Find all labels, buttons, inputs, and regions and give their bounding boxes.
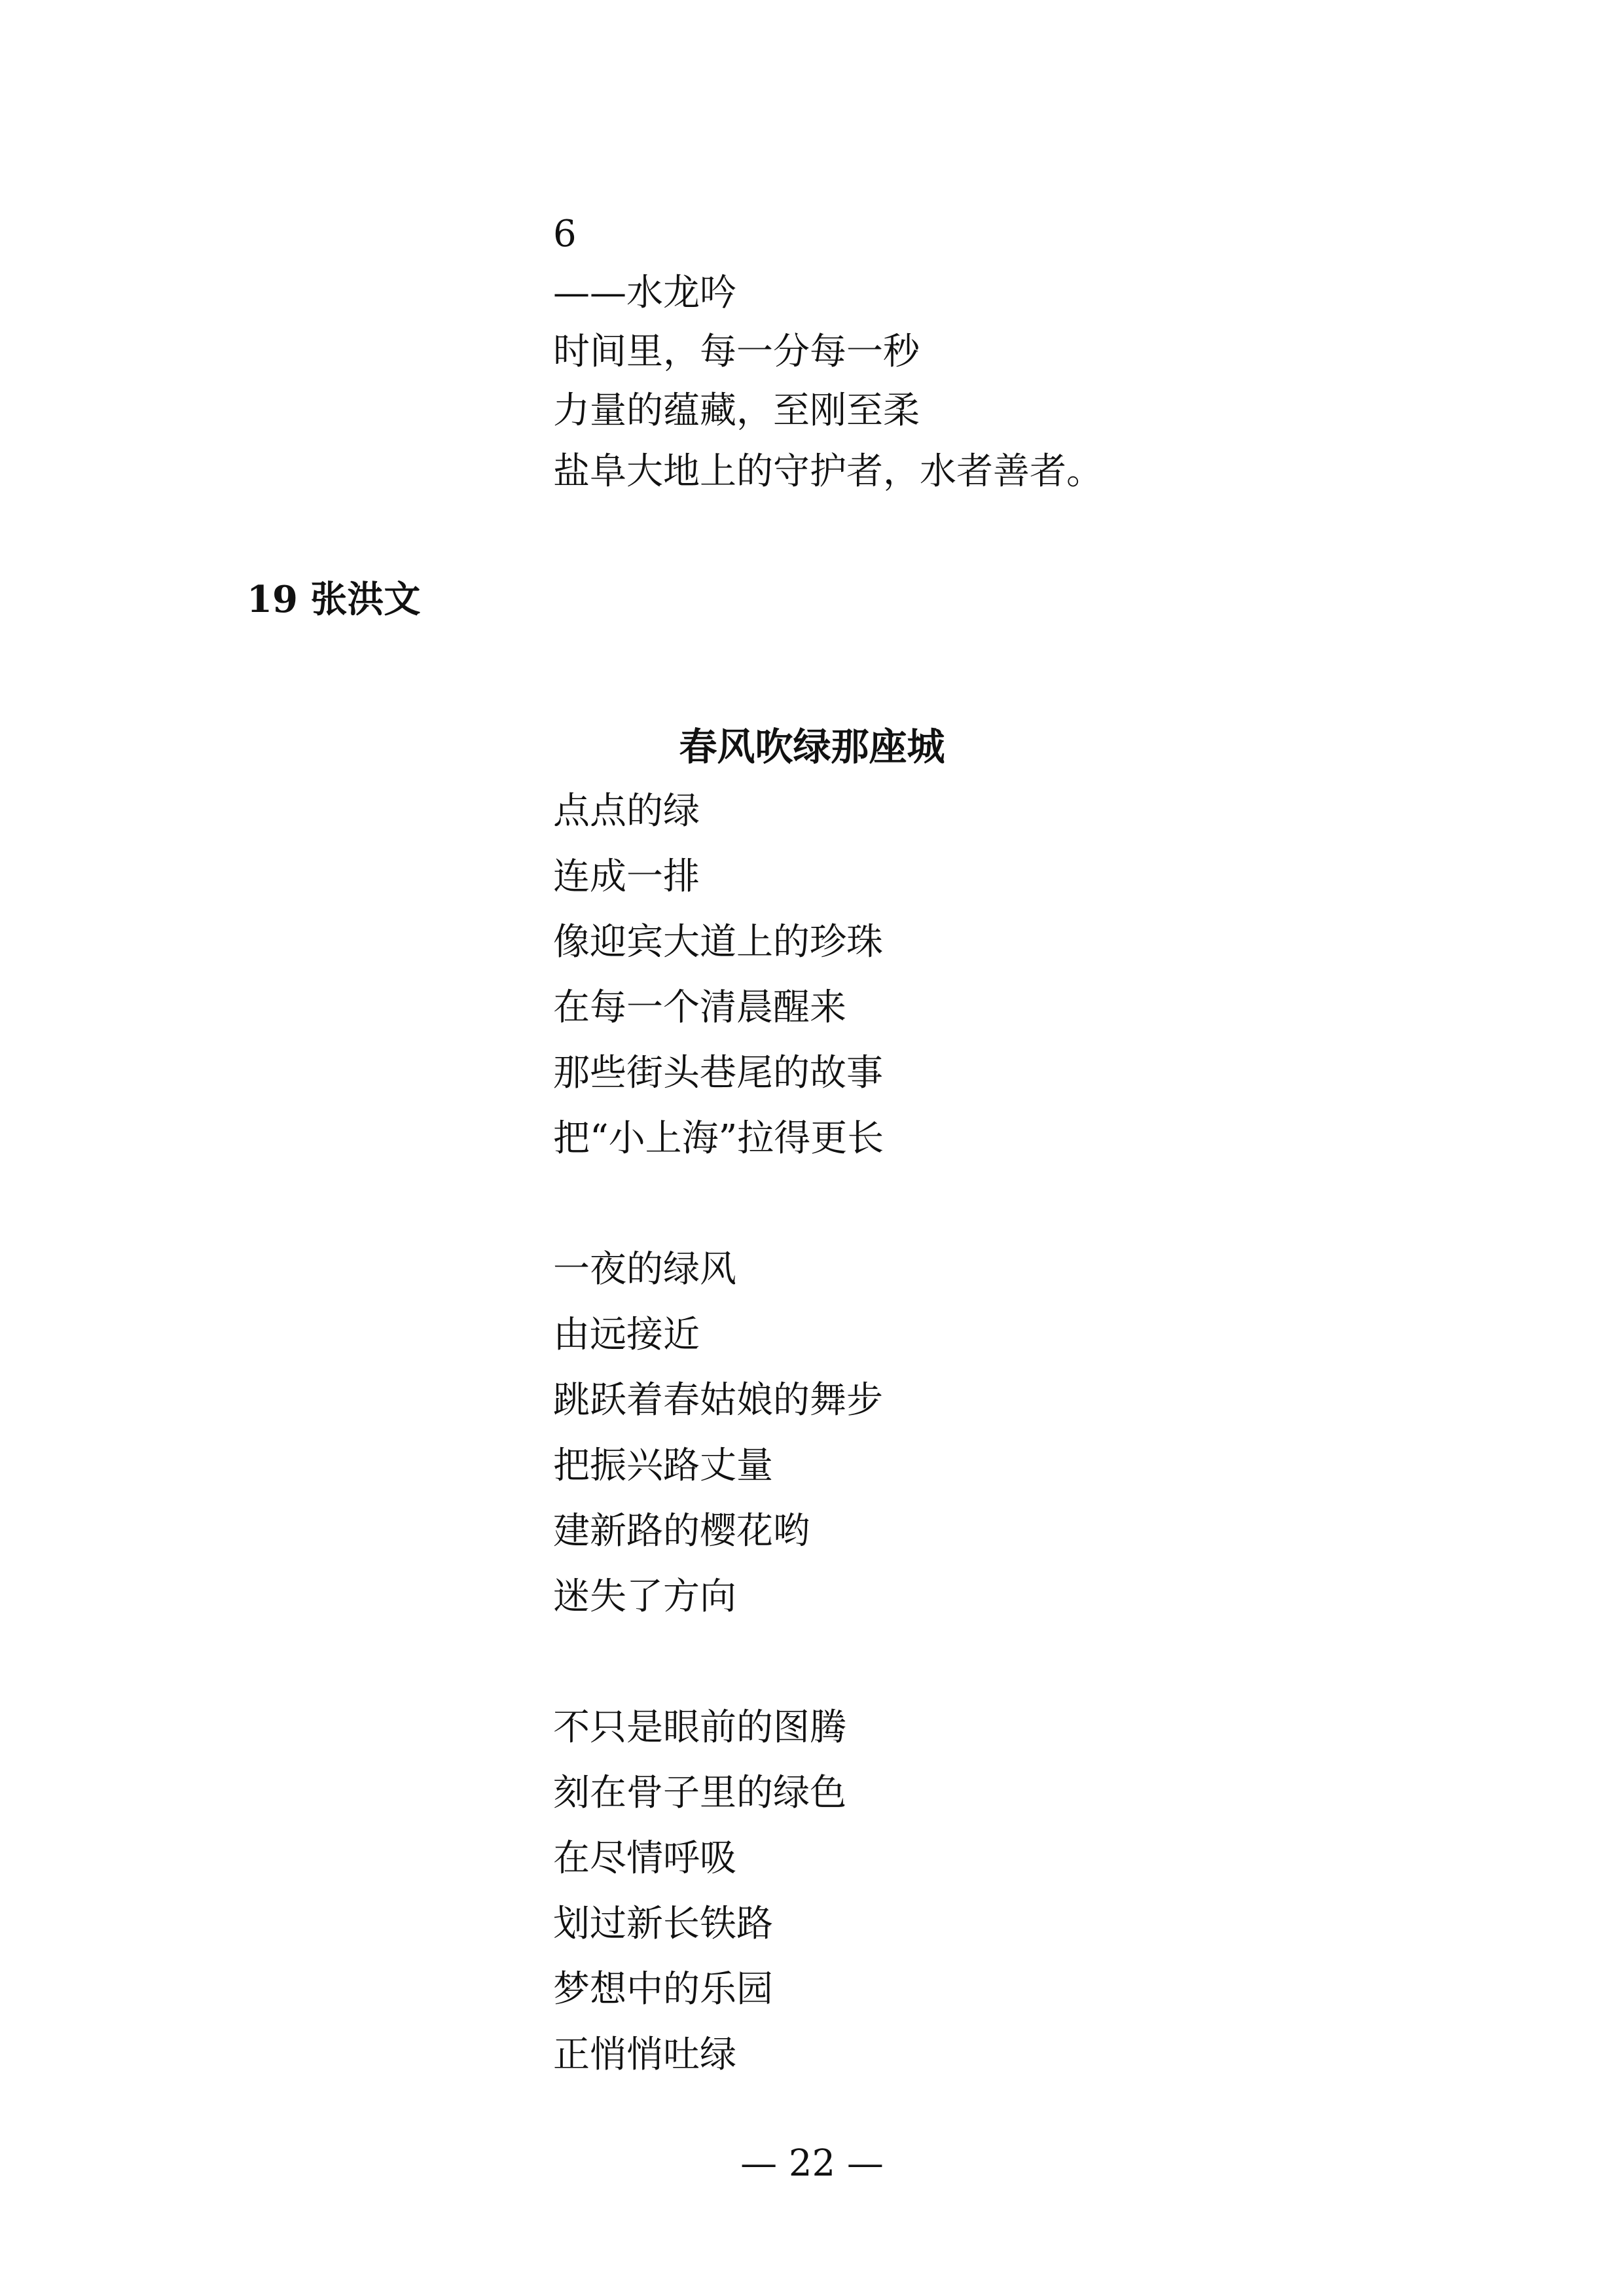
- poem-line: 那些街头巷尾的故事: [553, 1052, 883, 1094]
- poem-line: 划过新长铁路: [553, 1903, 773, 1945]
- poem-line: 像迎宾大道上的珍珠: [553, 921, 883, 963]
- poem-line: 连成一排: [553, 855, 700, 898]
- poem-line: 跳跃着春姑娘的舞步: [553, 1379, 883, 1422]
- previous-poem-line: 6: [553, 213, 577, 255]
- poem-line: 不只是眼前的图腾: [553, 1706, 846, 1749]
- poem-line: 建新路的樱花哟: [553, 1510, 810, 1552]
- author-heading: 19 张洪文: [247, 578, 421, 621]
- previous-poem-line: 盐阜大地上的守护者，水者善者。: [553, 450, 1103, 493]
- poem-line: 由远接近: [553, 1314, 700, 1356]
- poem-line: 梦想中的乐园: [553, 1968, 773, 2011]
- poem-line: 迷失了方向: [553, 1575, 736, 1618]
- poem-line: 正悄悄吐绿: [553, 2034, 736, 2076]
- previous-poem-line: 力量的蕴藏，至刚至柔: [553, 389, 920, 432]
- poem-line: 刻在骨子里的绿色: [553, 1772, 846, 1814]
- poem-line: 把“小上海”拉得更长: [553, 1117, 884, 1160]
- previous-poem-line: 时间里，每一分每一秒: [553, 331, 920, 373]
- poem-line: 点点的绿: [553, 790, 700, 833]
- page-number: — 22 —: [740, 2142, 884, 2185]
- poem-line: 一夜的绿风: [553, 1248, 736, 1291]
- poem-line: 在每一个清晨醒来: [553, 986, 846, 1029]
- poem-line: 把振兴路丈量: [553, 1444, 773, 1487]
- previous-poem-line: ——水龙吟: [553, 272, 736, 314]
- poem-line: 在尽情呼吸: [553, 1837, 736, 1880]
- poem-title: 春风吹绿那座城: [679, 725, 945, 769]
